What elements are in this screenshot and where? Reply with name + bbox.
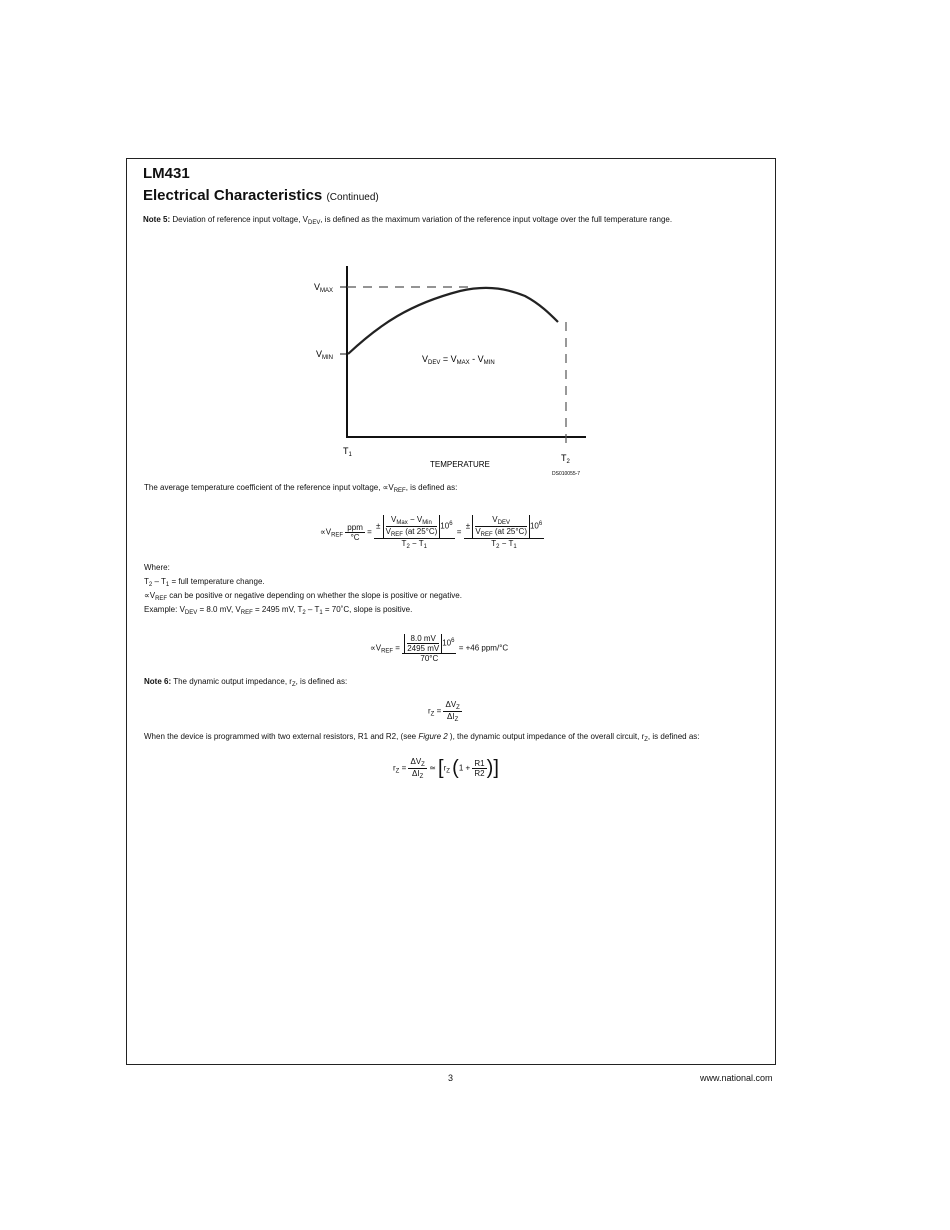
vdev-graph <box>300 258 600 478</box>
vmin-label: $V_{MIN}$ <box>316 349 334 361</box>
fraction-1: ± $V_{Max} - V_{Min}$ $V_{REF}$ (at 25°C) $10^6$ $T_2 - T_1$ <box>376 515 453 550</box>
continued-label: (Continued) <box>326 192 379 203</box>
vmax-label: $V_{MAX}$ <box>314 282 334 294</box>
avg-coeff-text: The average temperature coefficient of the reference input voltage, $\propto V_{REF}$, is defined as: <box>144 483 458 494</box>
t2-label: $T_2$ <box>561 453 570 465</box>
where-line-2: $\propto V_{REF}$ can be positive or negative depending on whether the slope is positive or negative. <box>144 591 462 602</box>
ppm-fraction: $\frac{\text{ppm}}{^\circ C}$ <box>347 523 363 542</box>
t1-label: $T_1$ <box>343 446 352 458</box>
note-6-label: Note 6: <box>144 677 172 686</box>
equation-rz: $r_Z$ = $\frac{\Delta V_Z}{\Delta I_Z}$ <box>428 700 460 723</box>
where-title: Where: <box>144 563 170 572</box>
where-line-1: $T_2 - T_1$ = full temperature change. <box>144 577 265 588</box>
example-line: Example: $V_{DEV} = 8.0$ mV, $V_{REF} = 2495$ mV, $T_2 - T_1$ = 70˚C, slope is positive. <box>144 605 413 616</box>
note-5-text: Deviation of reference input voltage, $V_{DEV}$, is defined as the maximum variation of the reference input voltage over the full temperature range. <box>172 215 673 226</box>
figure-id: DS010055-7 <box>552 471 581 477</box>
note-5-label: Note 5: <box>143 215 171 224</box>
example-fraction: $\frac{8.0 mV}{2495 mV}$ $10^6$ 70°C <box>402 634 456 663</box>
section-title <box>143 187 379 204</box>
vref-curve <box>348 288 558 354</box>
part-number: LM431 <box>143 165 190 182</box>
equation-example: $\propto V_{REF}$ = $\frac{8.0 mV}{2495 mV}$ $10^6$ 70°C = +46 ppm/°C <box>370 634 509 663</box>
page-number: 3 <box>448 1073 454 1083</box>
fraction-2: ± $V_{DEV}$ $V_{REF}$ (at 25°C) $10^6$ $T_2 - T_1$ <box>465 515 543 550</box>
section-title-text: Electrical Characteristics <box>143 187 323 204</box>
programmed-text: When the device is programmed with two external resistors, R1 and R2, (see Figure 2 ), the dynamic output impedance of the overall circuit, $r_Z$, is defined as: <box>144 732 700 743</box>
equation-tempco: $\propto V_{REF}$ $\frac{\text{ppm}}{^\circ C}$ = ± $V_{Max} - V_{Min}$ $V_{REF}$ (at 25°C) $10^6$ $T_2 - T_1$ = ± $V_{DEV}$ $V_{REF}$ (at 25°C) $10^6$ $T_2 - T_1$ <box>320 515 543 550</box>
note-5 <box>143 214 672 229</box>
equation-rz-circuit: $r_Z$ = $\frac{\Delta V_Z}{\Delta I_Z}$ ≃ [$r_Z$ (1 + $\frac{R1}{R2}$ )] <box>393 757 499 780</box>
website-link[interactable]: www.national.com <box>700 1073 773 1083</box>
figure-2-link[interactable]: Figure 2 <box>418 732 448 741</box>
note-6: Note 6: The dynamic output impedance, $r_Z$, is defined as: <box>144 677 348 688</box>
x-axis-label: TEMPERATURE <box>430 460 490 469</box>
vdev-formula: $V_{DEV} = V_{MAX} - V_{MIN}$ <box>422 354 495 366</box>
